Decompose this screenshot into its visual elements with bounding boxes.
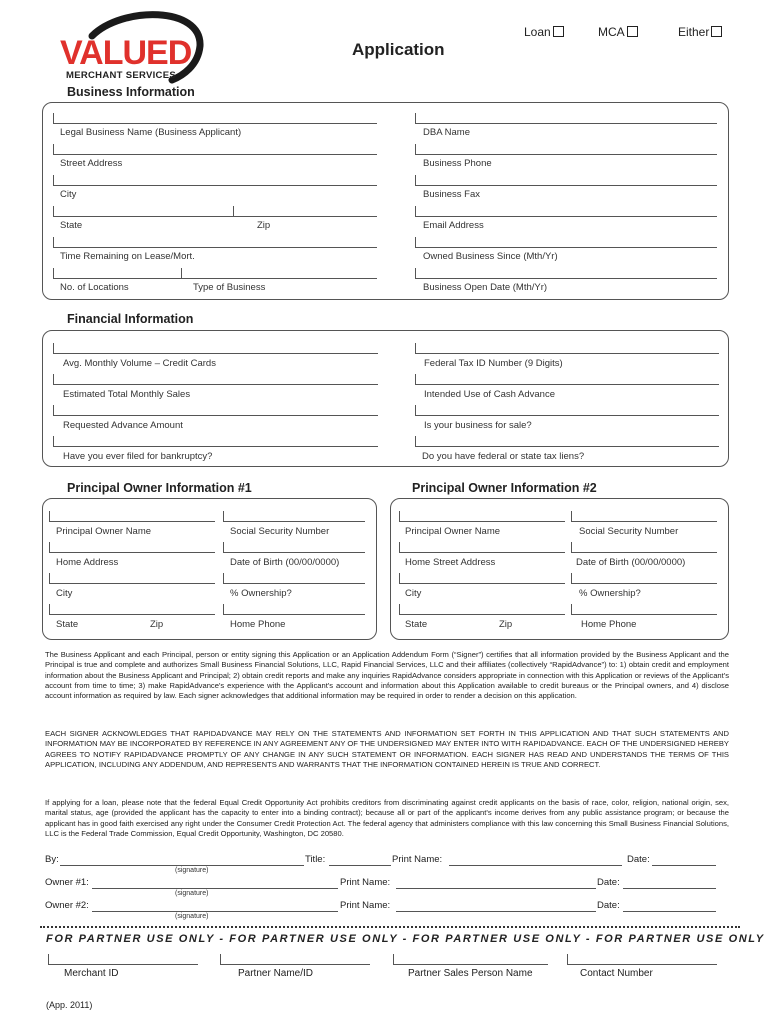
owner1-date-line[interactable] bbox=[623, 888, 716, 889]
avg-volume-label: Avg. Monthly Volume – Credit Cards bbox=[63, 358, 216, 369]
owner1-ownership-label: % Ownership? bbox=[230, 588, 292, 599]
owner2-city-label: City bbox=[405, 588, 422, 599]
business-type-label: Type of Business bbox=[193, 282, 266, 293]
legal-name-label: Legal Business Name (Business Applicant) bbox=[60, 127, 242, 138]
merchant-id-line[interactable] bbox=[48, 964, 198, 965]
zip-label: Zip bbox=[257, 220, 271, 231]
by-print-label: Print Name: bbox=[392, 854, 443, 865]
title-label: Title: bbox=[305, 854, 326, 865]
locations-label: No. of Locations bbox=[60, 282, 129, 293]
legal-paragraph-2: EACH SIGNER ACKNOWLEDGES THAT RAPIDADVANCE MAY RELY ON THE STATEMENTS AND INFORMATION SET FORTH IN THIS APPLICATION AND THAT SUCH STATEMENTS AND INFORMATION MAY BE INCORPORATED BY REFERENCE IN ANY AGREEMENT ANY OF THE UNDERSIGNED MAY ENTER INTO WITH RAPIDADVANCE. EACH OF THE UNDERSIGNED HEREBY AGREES TO NOTIFY RAPIDADVANCE PROMPTLY OF ANY CHANGE IN ANY SUCH STATEMENT OR INFORMATION. EACH SIGNER HAS READ AND UNDERSTANDS THE TERMS OF THIS APPLICATION, INCLUDING ANY ADDENDUM, AND REPRESENTS AND WARRANTS THAT THE INFORMATION CONTAINED HEREIN IS TRUE AND CORRECT. bbox=[45, 729, 729, 769]
tax-id-label: Federal Tax ID Number (9 Digits) bbox=[424, 358, 563, 369]
time-remaining-label: Time Remaining on Lease/Mort. bbox=[60, 251, 195, 262]
owner2-state-label: State bbox=[405, 619, 428, 630]
footer-version: (App. 2011) bbox=[46, 1000, 93, 1010]
dba-label: DBA Name bbox=[423, 127, 470, 138]
owner2-name-label: Principal Owner Name bbox=[405, 526, 501, 537]
use-of-cash-label: Intended Use of Cash Advance bbox=[424, 389, 555, 400]
owner1-sig-label: Owner #1: bbox=[45, 877, 89, 888]
city-label: City bbox=[60, 189, 77, 200]
mca-checkbox[interactable] bbox=[627, 26, 638, 37]
owner1-print-line[interactable] bbox=[396, 888, 596, 889]
owner2-box bbox=[390, 498, 729, 640]
business-fax-label: Business Fax bbox=[423, 189, 481, 200]
mca-option[interactable]: MCA bbox=[598, 25, 638, 39]
owner1-heading: Principal Owner Information #1 bbox=[67, 481, 252, 495]
financial-heading: Financial Information bbox=[67, 312, 194, 326]
owner2-sig-label: Owner #2: bbox=[45, 900, 89, 911]
email-label: Email Address bbox=[423, 220, 484, 231]
owner1-ssn-label: Social Security Number bbox=[230, 526, 330, 537]
financial-box bbox=[42, 330, 729, 467]
state-label: State bbox=[60, 220, 83, 231]
owned-since-label: Owned Business Since (Mth/Yr) bbox=[423, 251, 558, 262]
by-signature-line[interactable] bbox=[60, 865, 304, 866]
either-checkbox[interactable] bbox=[711, 26, 722, 37]
dotted-divider bbox=[40, 926, 740, 928]
monthly-sales-label: Estimated Total Monthly Sales bbox=[63, 389, 191, 400]
owner2-heading: Principal Owner Information #2 bbox=[412, 481, 597, 495]
business-phone-label: Business Phone bbox=[423, 158, 492, 169]
bankruptcy-label: Have you ever filed for bankruptcy? bbox=[63, 451, 213, 462]
owner2-ssn-label: Social Security Number bbox=[579, 526, 679, 537]
owner2-zip-label: Zip bbox=[499, 619, 513, 630]
owner2-signature-line[interactable] bbox=[92, 911, 338, 912]
partner-name-line[interactable] bbox=[220, 964, 370, 965]
owner2-address-label: Home Street Address bbox=[405, 557, 496, 568]
owner1-phone-label: Home Phone bbox=[230, 619, 286, 630]
loan-option[interactable]: Loan bbox=[524, 25, 564, 39]
sig-note-3: (signature) bbox=[175, 913, 209, 920]
by-date-line[interactable] bbox=[652, 865, 716, 866]
by-print-line[interactable] bbox=[449, 865, 622, 866]
owner1-city-label: City bbox=[56, 588, 73, 599]
owner1-date-label: Date: bbox=[597, 877, 620, 888]
by-date-label: Date: bbox=[627, 854, 650, 865]
page-title: Application bbox=[352, 40, 445, 59]
owner2-date-label: Date: bbox=[597, 900, 620, 911]
contact-number-label: Contact Number bbox=[580, 968, 653, 979]
sig-note-2: (signature) bbox=[175, 890, 209, 897]
partner-name-label: Partner Name/ID bbox=[238, 968, 314, 979]
street-label: Street Address bbox=[60, 158, 123, 169]
owner1-state-label: State bbox=[56, 619, 79, 630]
business-box bbox=[42, 102, 729, 300]
owner1-zip-label: Zip bbox=[150, 619, 164, 630]
owner2-print-line[interactable] bbox=[396, 911, 596, 912]
owner1-dob-label: Date of Birth (00/00/0000) bbox=[230, 557, 340, 568]
either-option[interactable]: Either bbox=[678, 25, 722, 39]
logo-text: VALUED bbox=[60, 34, 192, 72]
owner2-dob-label: Date of Birth (00/00/0000) bbox=[576, 557, 686, 568]
business-heading: Business Information bbox=[67, 85, 195, 99]
owner1-address-label: Home Address bbox=[56, 557, 119, 568]
legal-paragraph-3: If applying for a loan, please note that the federal Equal Credit Opportunity Act prohibits creditors from discriminating against credit applicants on the basis of race, color, religion, national origin, sex, marital status, age (provided the applicant has the capacity to enter into a binding contract); because all or part of the applicant's income derives from any public assistance program; or because the applicant has in good faith exercised any right under the Consumer Credit Protection Act. The federal agency that administers compliance with this law concerning this Small Business Financial Solutions, LLC is the Federal Trade Commission, Equal Credit Opportunity, Washington, DC 20580. bbox=[45, 798, 729, 838]
owner1-signature-line[interactable] bbox=[92, 888, 338, 889]
legal-paragraph-1: The Business Applicant and each Principal, person or entity signing this Application or an Application Addendum Form (“Signer”) certifies that all information provided by the Business Applicant and the Principal is true and complete and authorizes Small Business Financial Solutions, LLC, Rapid Financial Services, LLC and their affiliates (collectively “RapidAdvance”) to: 1) obtain credit and employment information about the Business Applicant and Principal; 2) obtain credit reports and make any inquiries RapidAdvance considers appropriate in connection with this Application or reviews of the Applicant's account from time to time; 3) make RapidAdvance's experience with the Applicant's account and information about this Application available to credit bureaus or the Principal owners, and 4) disclose account information as required by law. Each signer acknowledges that additional information may be required in order to render a decision on this application. bbox=[45, 650, 729, 701]
advance-amount-label: Requested Advance Amount bbox=[63, 420, 183, 431]
sales-person-label: Partner Sales Person Name bbox=[408, 968, 533, 979]
owner1-box bbox=[42, 498, 377, 640]
owner1-name-label: Principal Owner Name bbox=[56, 526, 152, 537]
partner-banner: FOR PARTNER USE ONLY - FOR PARTNER USE ONLY - FOR PARTNER USE ONLY - FOR PARTNER USE ONLY bbox=[46, 933, 765, 945]
contact-number-line[interactable] bbox=[567, 964, 717, 965]
loan-checkbox[interactable] bbox=[553, 26, 564, 37]
sig-note-1: (signature) bbox=[175, 867, 209, 874]
open-date-label: Business Open Date (Mth/Yr) bbox=[423, 282, 548, 293]
merchant-id-label: Merchant ID bbox=[64, 968, 119, 979]
owner1-print-label: Print Name: bbox=[340, 877, 391, 888]
sales-person-line[interactable] bbox=[393, 964, 548, 965]
tax-liens-label: Do you have federal or state tax liens? bbox=[422, 451, 585, 462]
logo-subtext: MERCHANT SERVICES bbox=[66, 70, 176, 81]
by-label: By: bbox=[45, 854, 59, 865]
owner2-ownership-label: % Ownership? bbox=[579, 588, 641, 599]
owner2-phone-label: Home Phone bbox=[581, 619, 637, 630]
owner2-print-label: Print Name: bbox=[340, 900, 391, 911]
business-for-sale-label: Is your business for sale? bbox=[424, 420, 532, 431]
title-line[interactable] bbox=[329, 865, 391, 866]
owner2-date-line[interactable] bbox=[623, 911, 716, 912]
